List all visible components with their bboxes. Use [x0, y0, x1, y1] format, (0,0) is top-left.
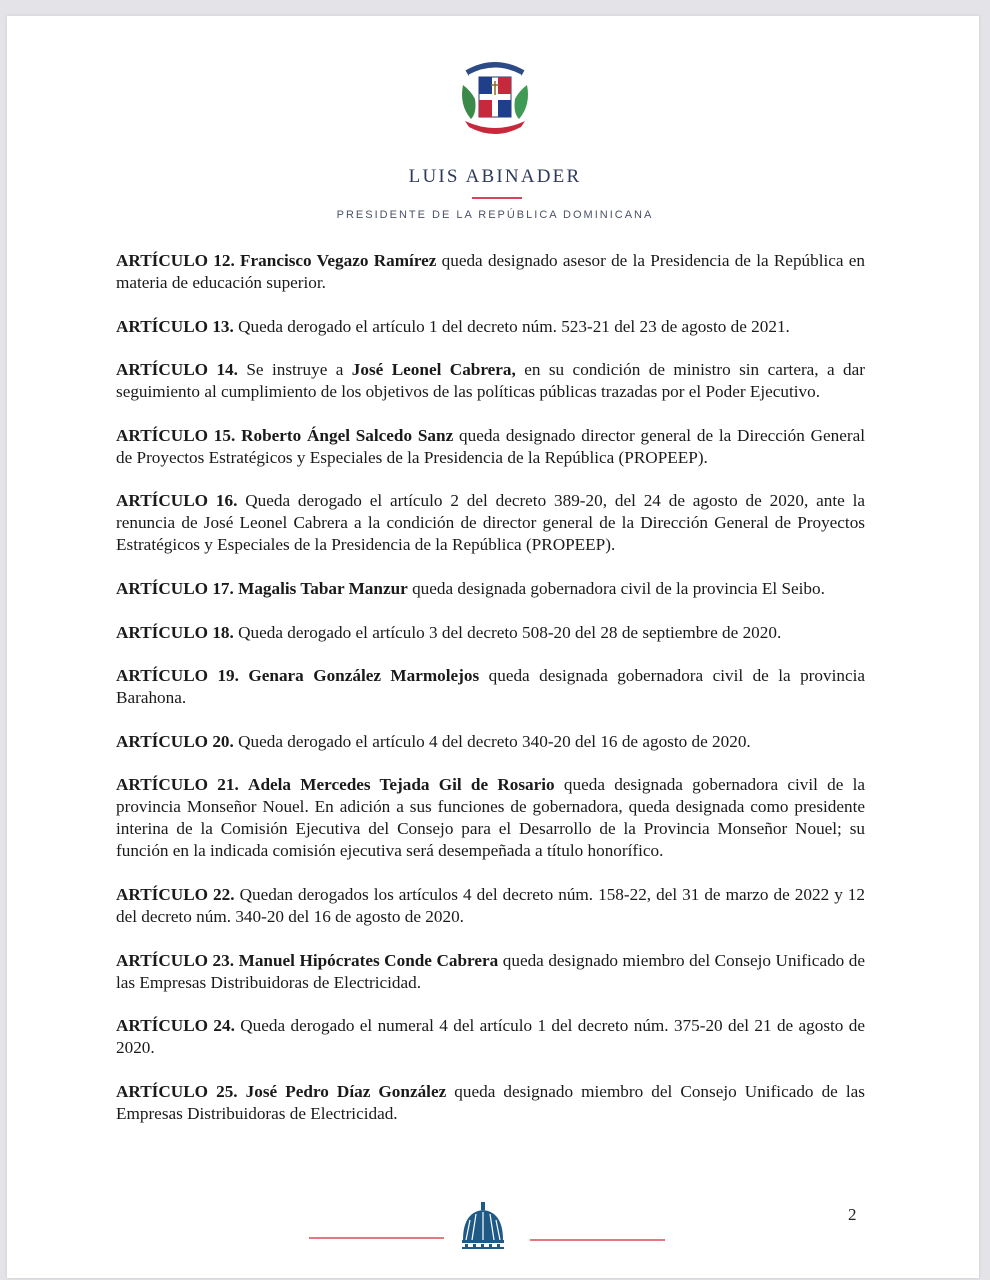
- page-number: 2: [848, 1205, 857, 1224]
- article-label: ARTÍCULO 21.: [116, 775, 239, 795]
- document-body: [116, 250, 865, 1146]
- article-person: Francisco Vegazo Ramírez: [240, 251, 437, 270]
- article-text: queda designado director general de la Dirección General de Proyectos Estratégicos y Especiales de la Presidencia de la República (PROPEEP).: [116, 425, 865, 467]
- article-23: [116, 950, 865, 994]
- article-person: José Leonel Cabrera,: [351, 360, 516, 380]
- article-text: queda designado asesor de la Presidencia de la República en materia de educación superior.: [116, 251, 866, 292]
- article-19: [116, 665, 865, 709]
- article-13: [116, 316, 865, 338]
- article-17: [116, 578, 865, 600]
- article-label: ARTÍCULO 19.: [116, 666, 239, 686]
- article-label: ARTÍCULO 17.: [116, 578, 234, 598]
- article-text: en su condición de ministro sin cartera, a dar seguimiento al cumplimiento de los objetivos de las políticas públicas trazadas por el Poder Ejecutivo.: [116, 360, 866, 402]
- article-12: [116, 250, 865, 294]
- article-person: Adela Mercedes Tejada Gil de Rosario: [248, 775, 555, 795]
- footer-rule-right: [530, 1239, 665, 1241]
- article-label: ARTÍCULO 25.: [116, 1081, 238, 1101]
- article-text: queda designado miembro del Consejo Unificado de las Empresas Distribuidoras de Electricidad.: [116, 1081, 865, 1123]
- article-text: Queda derogado el artículo 3 del decreto 508-20 del 28 de septiembre de 2020.: [233, 622, 782, 642]
- article-25: [116, 1081, 865, 1125]
- article-label: ARTÍCULO 15.: [116, 425, 236, 445]
- article-label: ARTÍCULO 16.: [116, 491, 238, 511]
- footer-rule-left: [309, 1237, 444, 1239]
- coat-of-arms-icon: [455, 55, 535, 140]
- article-text: queda designada gobernadora civil de la provincia El Seibo.: [407, 578, 825, 598]
- article-text: Quedan derogados los artículos 4 del decreto núm. 158-22, del 31 de marzo de 2022 y 12 del decreto núm. 340-20 del 16 de agosto de 2020.: [116, 884, 865, 926]
- article-person: José Pedro Díaz González: [245, 1081, 447, 1101]
- article-15: [116, 425, 865, 469]
- article-person: Manuel Hipócrates Conde Cabrera: [238, 950, 499, 970]
- article-18: [116, 622, 865, 644]
- article-person: Roberto Ángel Salcedo Sanz: [241, 425, 454, 445]
- article-label: ARTÍCULO 22.: [116, 884, 235, 904]
- page-title: LUIS ABINADER: [408, 166, 582, 187]
- article-text: Queda derogado el artículo 4 del decreto 340-20 del 16 de agosto de 2020.: [233, 731, 751, 751]
- article-16: [116, 490, 865, 556]
- article-label: ARTÍCULO 23.: [116, 950, 235, 970]
- article-21: [116, 774, 865, 862]
- article-text: Queda derogado el artículo 2 del decreto 389-20, del 24 de agosto de 2020, ante la renuncia de José Leonel Cabrera a la condición de director general de la Dirección General de Proyectos Estratégicos y Especiales de la Presidencia de la República (PROPEEP).: [116, 491, 865, 555]
- article-label: ARTÍCULO 12.: [116, 251, 235, 270]
- article-text: queda designada gobernadora civil de la provincia Monseñor Nouel. En adición a sus funciones de gobernadora, queda designada como presidente interina de la Comisión Ejecutiva del Consejo para el Desarrollo de la Provincia Monseñor Nouel; su función en la indicada comisión ejecutiva será desempeñada a título honorífico.: [116, 775, 866, 861]
- article-label: ARTÍCULO 20.: [116, 731, 234, 751]
- article-24: [116, 1015, 865, 1059]
- article-text: queda designado miembro del Consejo Unificado de las Empresas Distribuidoras de Electricidad.: [116, 950, 866, 992]
- article-text: queda designada gobernadora civil de la provincia Barahona.: [116, 666, 865, 708]
- article-text: Queda derogado el numeral 4 del artículo 1 del decreto núm. 375-20 del 21 de agosto de 2020.: [116, 1016, 865, 1058]
- article-14: [116, 359, 865, 403]
- article-text: Queda derogado el artículo 1 del decreto núm. 523-21 del 23 de agosto de 2021.: [233, 316, 790, 336]
- article-20: [116, 731, 865, 753]
- article-label: ARTÍCULO 13.: [116, 316, 234, 336]
- article-label: ARTÍCULO 18.: [116, 622, 234, 642]
- article-person: Magalis Tabar Manzur: [238, 578, 408, 598]
- article-person: Genara González Marmolejos: [248, 666, 480, 686]
- article-pre-text: Se instruye a: [237, 360, 352, 380]
- palace-dome-icon: [460, 1200, 506, 1250]
- page-subtitle: PRESIDENTE DE LA REPÚBLICA DOMINICANA: [336, 209, 654, 221]
- article-label: ARTÍCULO 24.: [116, 1016, 235, 1036]
- title-divider: [472, 197, 522, 199]
- article-label: ARTÍCULO 14.: [116, 360, 238, 380]
- article-22: [116, 884, 865, 928]
